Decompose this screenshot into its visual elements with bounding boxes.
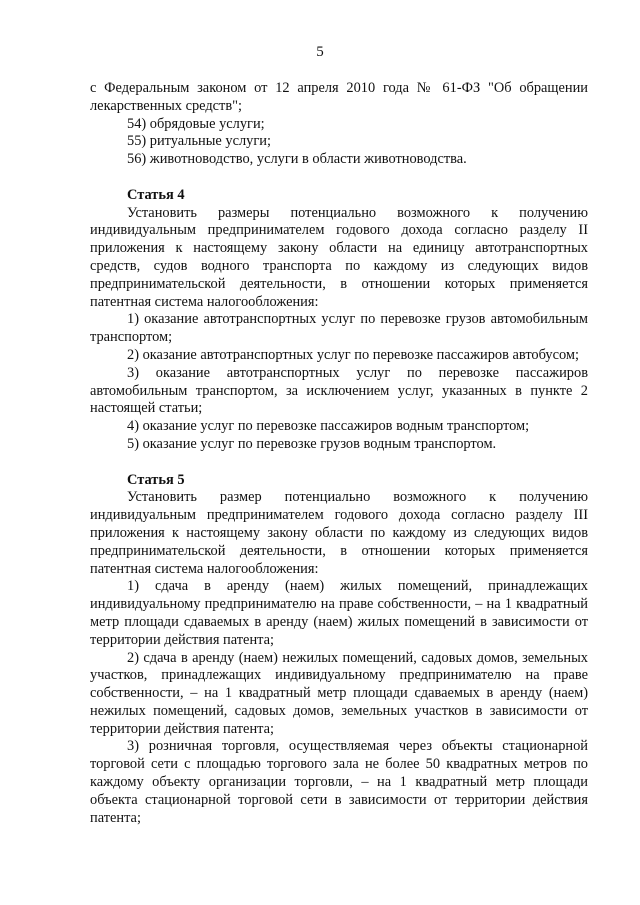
list-item: 56) животноводство, услуги в области животноводства. bbox=[127, 151, 467, 168]
continuation-paragraph: с Федеральным законом от 12 апреля 2010 года № 61-ФЗ "Об обращении лекарственных средств"; bbox=[90, 80, 588, 114]
spacer bbox=[90, 454, 588, 472]
article-lead-paragraph: Установить размер потенциально возможного к получению индивидуальным предпринимателем годового дохода согласно разделу III приложения к настоящему закону области по каждому из следующих видов предпринимательской деятельности, в отношении которых применяется патентная система налогообложения: bbox=[90, 489, 588, 577]
list-item: 1) сдача в аренду (наем) жилых помещений, принадлежащих индивидуальному предпринимателю на праве собственности, – на 1 квадратный метр площади сдаваемых в аренду (наем) жилых помещений в зависимости от территории действия патента; bbox=[90, 578, 588, 648]
document-body bbox=[90, 80, 588, 827]
list-item: 2) оказание автотранспортных услуг по перевозке пассажиров автобусом; bbox=[127, 346, 579, 363]
spacer bbox=[90, 169, 588, 187]
article-heading: Статья 5 bbox=[127, 471, 185, 488]
article-5 bbox=[90, 472, 588, 828]
list-item: 1) оказание автотранспортных услуг по перевозке грузов автомобильным транспортом; bbox=[90, 311, 588, 346]
list-item: 3) оказание автотранспортных услуг по перевозке пассажиров автомобильным транспортом, за исключением услуг, указанных в пункте 2 настоящей статьи; bbox=[90, 364, 588, 417]
article-4 bbox=[90, 187, 588, 454]
article-lead-paragraph: Установить размеры потенциально возможного к получению индивидуальным предпринимателем годового дохода согласно разделу II приложения к настоящему закону области на единицу автотранспортных средств, судов водного транспорта по каждому из следующих видов предпринимательской деятельности, в отношении которых применяется патентная система налогообложения: bbox=[90, 204, 588, 310]
article-heading: Статья 4 bbox=[127, 186, 185, 203]
list-item: 3) розничная торговля, осуществляемая через объекты стационарной торговой сети с площадью торгового зала не более 50 квадратных метров по каждому объекту организации торговли, – на 1 квадратный метр площади объекта стационарной торговой сети в зависимости от территории действия патента; bbox=[90, 738, 588, 826]
list-item: 54) обрядовые услуги; bbox=[127, 115, 265, 132]
list-item: 55) ритуальные услуги; bbox=[127, 133, 271, 150]
list-item: 2) сдача в аренду (наем) нежилых помещений, садовых домов, земельных участков, принадлежащих индивидуальному предпринимателю на праве собственности, – на 1 квадратный метр площади сдаваемых в аренду (наем) нежилых помещений, садовых домов, земельных участков в зависимости от территории действия патента; bbox=[90, 649, 588, 737]
list-item: 4) оказание услуг по перевозке пассажиров водным транспортом; bbox=[127, 418, 530, 435]
intro-section bbox=[90, 80, 588, 169]
list-item: 5) оказание услуг по перевозке грузов водным транспортом. bbox=[127, 435, 497, 452]
page-number: 5 bbox=[316, 44, 324, 60]
